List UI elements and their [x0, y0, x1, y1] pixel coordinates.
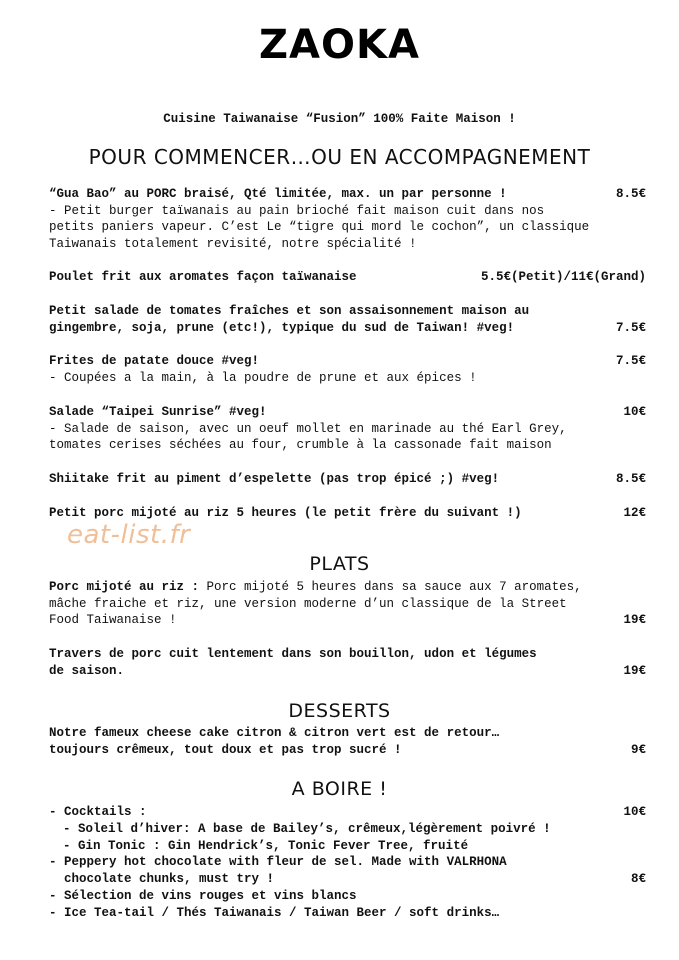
item-title: Travers de porc cuit lentement dans son bouillon, udon et légumes: [49, 647, 537, 661]
item-price: 10€: [623, 405, 646, 419]
list-item: - Sélection de vins rouges et vins blancs: [49, 888, 357, 903]
item-title: gingembre, soja, prune (etc!), typique du sud de Taiwan! #veg!: [49, 320, 515, 335]
item-title: toujours crêmeux, tout doux et pas trop sucré !: [49, 742, 402, 757]
item-title: Notre fameux cheese cake citron & citron vert est de retour…: [49, 726, 500, 740]
restaurant-logo: ZAOKA: [259, 22, 420, 68]
item-price: 7.5€: [615, 320, 646, 335]
item-title: de saison.: [49, 663, 125, 678]
list-item: - Gin Tonic : Gin Hendrick’s, Tonic Fever Tree, fruité: [63, 838, 469, 853]
section-title-starters: POUR COMMENCER…OU EN ACCOMPAGNEMENT: [88, 145, 591, 169]
item-desc: petits paniers vapeur. C’est Le “tigre qui mord le cochon”, un classique: [49, 220, 590, 234]
item-title: Frites de patate douce #veg!: [49, 354, 260, 368]
menu-item-cheesecake: [49, 725, 646, 758]
item-desc: - Salade de saison, avec un oeuf mollet en marinade au thé Earl Grey,: [49, 421, 567, 436]
tagline: Cuisine Taiwanaise “Fusion” 100% Faite Maison !: [163, 112, 516, 126]
list-item: - Peppery hot chocolate with fleur de sel. Made with VALRHONA: [49, 855, 507, 870]
menu-item-travers: [49, 646, 646, 679]
item-price: 19€: [623, 663, 646, 678]
menu-item-salade-tomates: [49, 303, 646, 336]
item-title: Porc mijoté au riz :: [49, 580, 200, 594]
item-desc: Taiwanais totalement revisité, notre spécialité !: [49, 236, 417, 251]
menu-item-taipei-sunrise: [49, 404, 646, 454]
drink-label: - Cocktails :: [49, 805, 147, 819]
item-price: 10€: [623, 805, 646, 819]
item-price: 12€: [623, 506, 646, 520]
item-title: Shiitake frit au piment d’espelette (pas trop épicé ;) #veg!: [49, 472, 500, 486]
list-item: [49, 804, 646, 821]
item-price: 8.5€: [615, 187, 646, 201]
item-desc: - Coupées a la main, à la poudre de prune et aux épices !: [49, 370, 477, 385]
item-desc: - Petit burger taïwanais au pain brioché fait maison cuit dans nos: [49, 203, 545, 218]
item-price: 8€: [630, 872, 646, 887]
item-price: 5.5€(Petit)/11€(Grand): [480, 270, 646, 284]
item-price: 8.5€: [615, 472, 646, 486]
list-item: - Soleil d’hiver: A base de Bailey’s, crêmeux,légèrement poivré !: [63, 821, 551, 836]
menu-item-porc-riz: [49, 579, 646, 629]
menu-item-shiitake: [49, 471, 646, 488]
drinks-list: [49, 804, 646, 922]
item-price: 19€: [623, 613, 646, 627]
item-title: Petit salade de tomates fraîches et son assaisonnement maison au: [49, 304, 530, 318]
watermark-logo: eat-list.fr: [67, 520, 191, 550]
list-item: - Ice Tea-tail / Thés Taiwanais / Taiwan Beer / soft drinks…: [49, 905, 500, 920]
drink-label: chocolate chunks, must try !: [49, 872, 275, 887]
item-price: 7.5€: [615, 354, 646, 368]
list-item: [49, 871, 646, 888]
menu-item-frites: [49, 353, 646, 386]
section-title-mains: PLATS: [309, 553, 370, 575]
section-title-drinks: A BOIRE !: [291, 778, 388, 800]
section-title-desserts: DESSERTS: [288, 700, 391, 722]
item-title: “Gua Bao” au PORC braisé, Qté limitée, max. un par personne !: [49, 187, 507, 201]
menu-item-gua-bao: [49, 186, 646, 252]
menu-item-poulet: [49, 269, 646, 286]
item-desc: mâche fraiche et riz, une version moderne d’un classique de la Street: [49, 596, 567, 611]
item-price: 9€: [630, 742, 646, 757]
item-title: Petit porc mijoté au riz 5 heures (le petit frère du suivant !): [49, 506, 522, 520]
item-desc: tomates cerises séchées au four, crumble à la cassonade fait maison: [49, 438, 552, 452]
item-title: Salade “Taipei Sunrise” #veg!: [49, 405, 267, 419]
item-title: Poulet frit aux aromates façon taïwanaise: [49, 270, 357, 284]
item-desc: Porc mijoté 5 heures dans sa sauce aux 7 aromates,: [199, 580, 582, 594]
item-desc: Food Taiwanaise !: [49, 613, 177, 627]
